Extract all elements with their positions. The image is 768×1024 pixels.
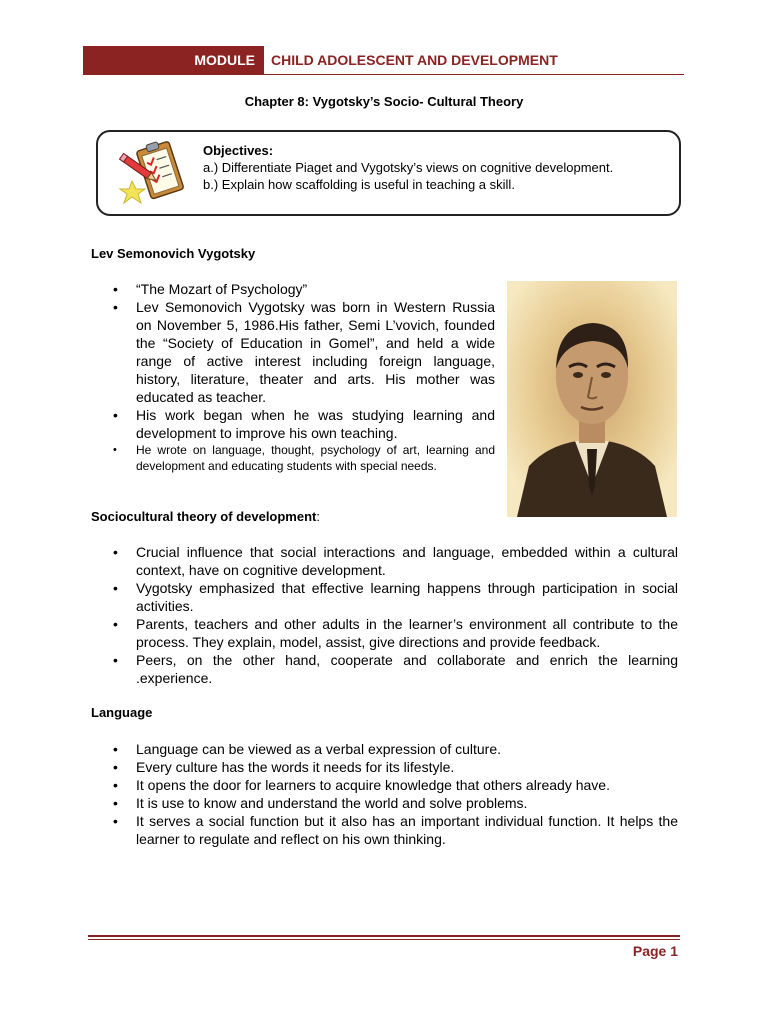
footer-rule (88, 935, 680, 937)
list-item: • Parents, teachers and other adults in the learner’s environment all contribute to the process. They explain, model, assist, give directions and provide feedback. (113, 615, 678, 651)
list-item: • It serves a social function but it also has an important individual function. It helps the learner to regulate and reflect on his own thinking. (113, 812, 678, 848)
list-item: • It is use to know and understand the world and solve problems. (113, 794, 678, 812)
list-item: • It opens the door for learners to acquire knowledge that others already have. (113, 776, 678, 794)
clipboard-checklist-icon (116, 137, 194, 211)
language-bullet-list (113, 740, 678, 848)
portrait-photo (507, 281, 677, 517)
section-heading-language: Language (91, 705, 153, 720)
module-label: MODULE (83, 46, 264, 74)
sociocultural-heading-text: Sociocultural theory of development (91, 509, 317, 524)
list-item: • Every culture has the words it needs for its lifestyle. (113, 758, 678, 776)
list-item: • Vygotsky emphasized that effective learning happens through participation in social activities. (113, 579, 678, 615)
heading-colon: : (316, 509, 320, 524)
objective-item: b.) Explain how scaffolding is useful in teaching a skill. (203, 177, 515, 192)
objective-item: a.) Differentiate Piaget and Vygotsky’s views on cognitive development. (203, 160, 614, 175)
objectives-heading: Objectives: (203, 143, 274, 158)
section-heading-lev: Lev Semonovich Vygotsky (91, 246, 256, 261)
footer-rule-thin (88, 939, 680, 940)
list-item: • “The Mozart of Psychology” (113, 280, 495, 298)
list-item: • He wrote on language, thought, psychology of art, learning and development and educating students with special needs. (113, 442, 495, 474)
lev-bullet-list (113, 280, 495, 474)
chapter-title: Chapter 8: Vygotsky’s Socio- Cultural Theory (244, 94, 524, 109)
list-item: • Peers, on the other hand, cooperate and collaborate and enrich the learning .experience. (113, 651, 678, 687)
header-rule (83, 74, 684, 75)
list-item: • His work began when he was studying learning and development to improve his own teaching. (113, 406, 495, 442)
section-heading-sociocultural (91, 509, 320, 524)
list-item: • Lev Semonovich Vygotsky was born in Western Russia on November 5, 1986.His father, Semi L’vovich, founded the “Society of Education in Gomel”, and held a wide range of active interest including foreign language, history, literature, theater and arts. His mother was educated as teacher. (113, 298, 495, 406)
list-item: • Crucial influence that social interactions and language, embedded within a cultural context, have on cognitive development. (113, 543, 678, 579)
module-title: CHILD ADOLESCENT AND DEVELOPMENT (271, 52, 558, 68)
page-number: Page 1 (632, 943, 678, 959)
objectives-text (203, 142, 613, 193)
list-item: • Language can be viewed as a verbal expression of culture. (113, 740, 678, 758)
sociocultural-bullet-list (113, 543, 678, 687)
